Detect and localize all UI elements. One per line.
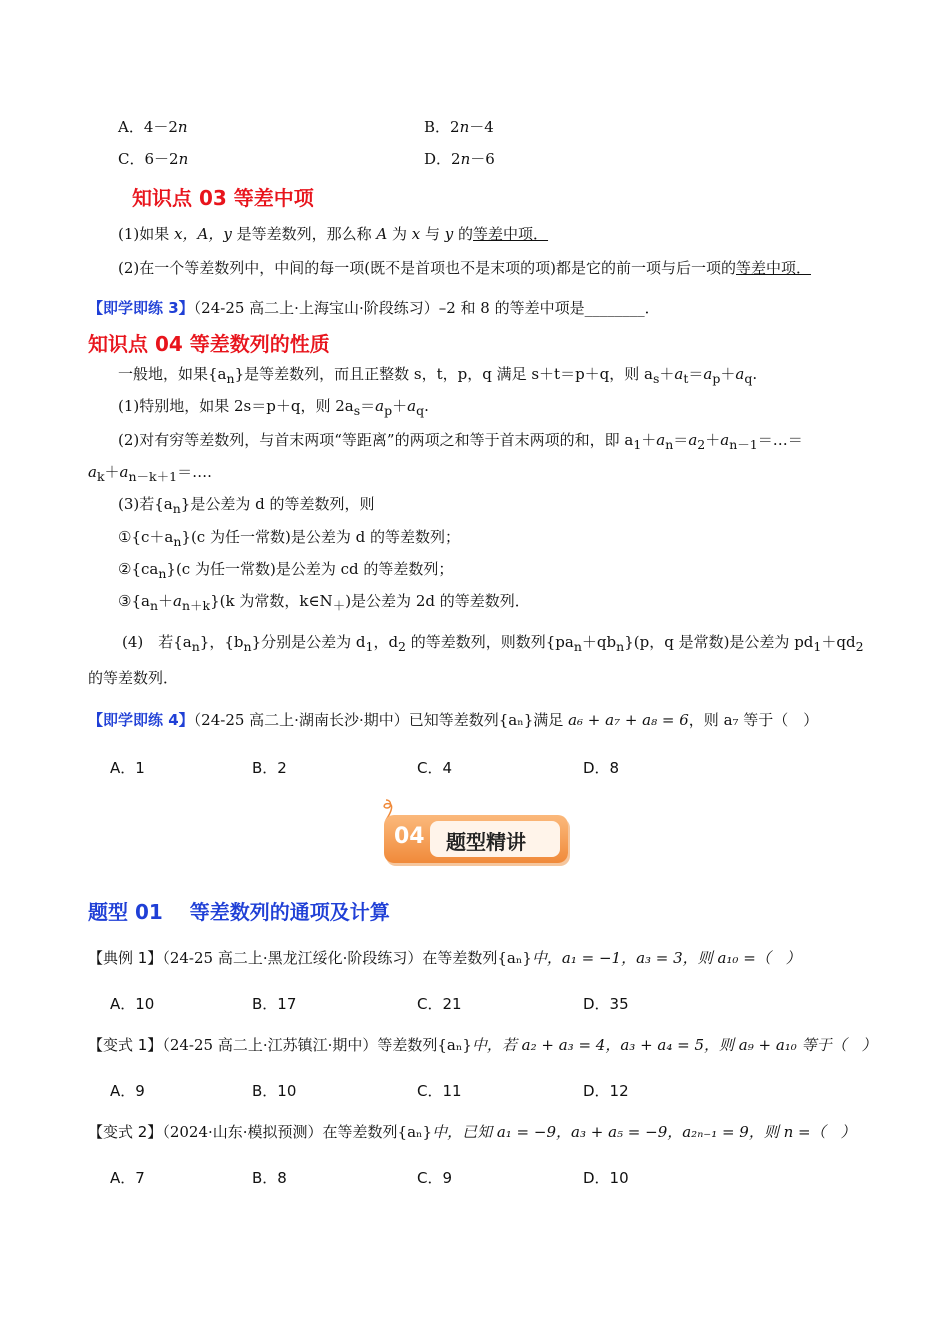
ex1-option-c: C．21 xyxy=(417,995,462,1013)
section-badge xyxy=(384,815,568,863)
p4-option-b: B．2 xyxy=(252,759,287,777)
var2-option-d: D．10 xyxy=(583,1169,629,1187)
kp04-l3: (3)若$\{a_n\}$是公差为 d 的等差数列，则 xyxy=(118,495,375,516)
p4-option-a: A．1 xyxy=(110,759,145,777)
p4-option-c: C．4 xyxy=(417,759,453,777)
option-b: B．2n－4 xyxy=(424,118,494,136)
option-c: C．6－2n xyxy=(118,150,189,168)
option-d: D．2n－6 xyxy=(424,150,495,168)
kp04-l4: (4) 若$\{a_n\}$，$\{b_n\}$分别是公差为 $d_1$，$d_2$ 的等差数列，则数列$\{pa_n+qb_n\}(p$，q 是常数)是公差为 $pd_1+qd_2$ xyxy=(122,633,864,654)
var2-option-c: C．9 xyxy=(417,1169,453,1187)
practice3: 【即学即练 3】（24-25 高二上·上海宝山·阶段练习）–2 和 8 的等差中项是________． xyxy=(88,299,660,317)
ex1-option-d: D．35 xyxy=(583,995,629,1013)
ex1-option-b: B．17 xyxy=(252,995,297,1013)
kp04-title: 知识点 04 等差数列的性质 xyxy=(88,332,330,356)
var1-option-b: B．10 xyxy=(252,1082,297,1100)
kp04-l1: (1)特别地，如果 2s＝p＋q，则 $2a_s=a_p+a_q$. xyxy=(118,397,429,418)
p4-option-d: D．8 xyxy=(583,759,620,777)
kp04-c3: $③\{a_n+a_{n+k}\}(k$ 为常数，$k\in N_+$)是公差为 2d 的等差数列． xyxy=(118,592,530,613)
kp04-l2: (2)对有穷等差数列，与首末两项“等距离”的两项之和等于首末两项的和，即 $a_1+a_n=a_2+a_{n-1}=\dots=$ xyxy=(118,431,803,452)
badge-number: 04 xyxy=(394,824,425,849)
kp03-line2: (2)在一个等差数列中，中间的每一项(既不是首项也不是末项的项)都是它的前一项与后一项的等差中项． xyxy=(118,259,811,277)
var1-option-d: D．12 xyxy=(583,1082,629,1100)
ex1-option-a: A．10 xyxy=(110,995,155,1013)
kp03-line1: (1)如果 x，A，y 是等差数列，那么称 A 为 x 与 y 的等差中项． xyxy=(118,225,549,243)
kp04-intro: 一般地，如果$\{a_n\}$是等差数列，而且正整数 s，t，p，q 满足 s＋t＝p＋q，则 $a_s+a_t=a_p+a_q$. xyxy=(118,365,758,386)
var1-option-a: A．9 xyxy=(110,1082,145,1100)
variant1: 【变式 1】（24-25 高二上·江苏镇江·期中）等差数列{aₙ}中，若 a₂ + a₃ = 4，a₃ + a₄ = 5，则 a₉ + a₁₀ 等于（ ） xyxy=(88,1036,877,1054)
kp03-title: 知识点 03 等差中项 xyxy=(132,186,314,210)
var1-option-c: C．11 xyxy=(417,1082,462,1100)
option-a: A．4－2n xyxy=(118,118,188,136)
var2-option-a: A．7 xyxy=(110,1169,145,1187)
kp04-l4b: 的等差数列． xyxy=(88,669,179,687)
kp04-c2: $②\{ca_n\}(c$ 为任一常数)是公差为 cd 的等差数列； xyxy=(118,560,454,581)
badge-label: 题型精讲 xyxy=(446,830,526,854)
variant2: 【变式 2】（2024·山东·模拟预测）在等差数列{aₙ}中，已知 a₁ = −9，a₃ + a₅ = −9，a₂ₙ₋₁ = 9，则 n =（ ） xyxy=(88,1123,856,1141)
kp04-l2b: $a_k+a_{n-k+1}=\dots$. xyxy=(88,463,212,484)
practice4: 【即学即练 4】（24-25 高二上·湖南长沙·期中）已知等差数列{aₙ}满足 a₆ + a₇ + a₈ = 6，则 a₇ 等于（ ） xyxy=(88,711,819,729)
type01-title: 题型 01 等差数列的通项及计算 xyxy=(88,900,390,924)
kp04-c1: $①\{c+a_n\}(c$ 为任一常数)是公差为 d 的等差数列； xyxy=(118,528,460,549)
var2-option-b: B．8 xyxy=(252,1169,287,1187)
example1: 【典例 1】（24-25 高二上·黑龙江绥化·阶段练习）在等差数列{aₙ}中，a₁ = −1，a₃ = 3，则 a₁₀ =（ ） xyxy=(88,949,801,967)
